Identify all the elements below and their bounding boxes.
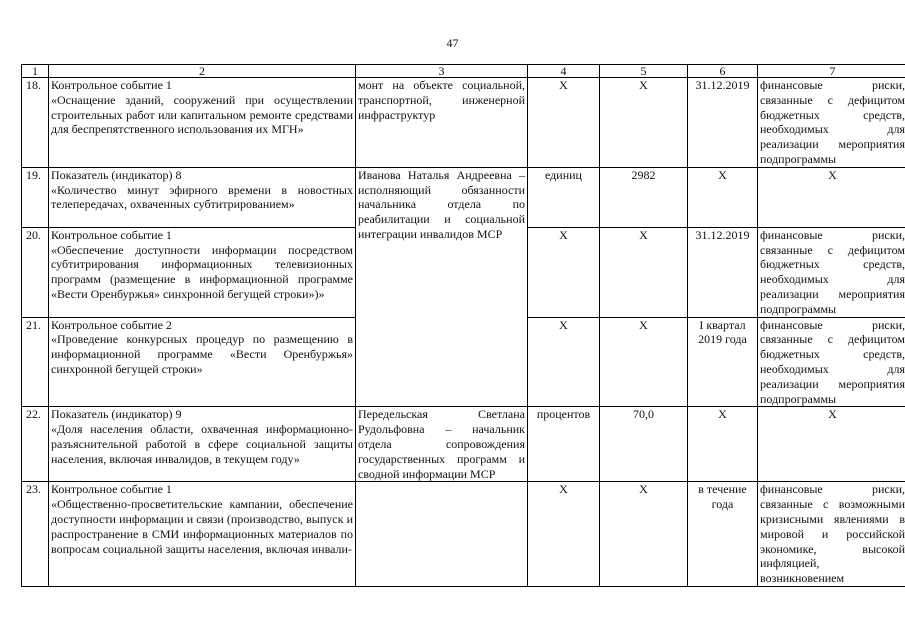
risks-cell: финансовые риски, связанные с дефицитом бюджетных средств, необходимых для реализации мероприятия подпрограммы — [758, 78, 905, 168]
value-cell: Х — [600, 78, 688, 168]
column-header: 6 — [688, 65, 758, 78]
value-cell: 2982 — [600, 167, 688, 227]
responsible-executor — [356, 482, 528, 587]
row-number: 22. — [22, 407, 49, 482]
column-header: 5 — [600, 65, 688, 78]
unit-cell: Х — [528, 317, 600, 407]
responsible-executor: Иванова Наталья Андреевна – исполняющий обязанности начальника отдела по реабилитации и социальной интеграции инвалидов МСР — [356, 167, 528, 407]
table-row — [22, 167, 905, 227]
responsible-executor: монт на объекте социальной, транспортной, инженерной инфраструктур — [356, 78, 528, 168]
deadline-cell: 31.12.2019 — [688, 78, 758, 168]
value-cell: Х — [600, 317, 688, 407]
table-row — [22, 407, 905, 482]
deadline-cell: в течение года — [688, 482, 758, 587]
deadline-cell: Х — [688, 407, 758, 482]
event-description: Контрольное событие 2 «Проведение конкурсных процедур по размещению в информационной программе «Вести Оренбуржья» синхронной бегущей строки» — [49, 317, 356, 407]
table-row — [22, 78, 905, 168]
unit-cell: Х — [528, 227, 600, 317]
table-row — [22, 482, 905, 587]
column-header: 2 — [49, 65, 356, 78]
row-number: 18. — [22, 78, 49, 168]
value-cell: Х — [600, 482, 688, 587]
responsible-executor: Передельская Светлана Рудольфовна – начальник отдела сопровождения государственных программ и сводной информации МСР — [356, 407, 528, 482]
risks-cell: финансовые риски, связанные с дефицитом бюджетных средств, необходимых для реализации мероприятия подпрограммы — [758, 227, 905, 317]
value-cell: 70,0 — [600, 407, 688, 482]
event-description: Контрольное событие 1 «Оснащение зданий, сооружений при осуществлении строительных работ или капитальном ремонте средствами для беспрепятственного использования их МГН» — [49, 78, 356, 168]
unit-cell: Х — [528, 482, 600, 587]
row-number: 21. — [22, 317, 49, 407]
risks-cell: финансовые риски, связанные с дефицитом бюджетных средств, необходимых для реализации мероприятия подпрограммы — [758, 317, 905, 407]
column-header: 3 — [356, 65, 528, 78]
page-number: 47 — [446, 36, 459, 50]
column-header: 4 — [528, 65, 600, 78]
deadline-cell: 31.12.2019 — [688, 227, 758, 317]
row-number: 19. — [22, 167, 49, 227]
risks-cell: Х — [758, 407, 905, 482]
deadline-cell: Х — [688, 167, 758, 227]
column-number-row — [22, 65, 905, 78]
event-description: Контрольное событие 1 «Общественно-просветительские кампании, обеспечение доступности информации и связи (производство, выпуск и распространение в СМИ информационных материалов по вопросам социальной защиты населения, включая инвали- — [49, 482, 356, 587]
event-description: Контрольное событие 1 «Обеспечение доступности информации посредством субтитрирования информационных телевизионных программ (размещение в информационной программе «Вести Оренбуржья» синхронной бегущей строки»)» — [49, 227, 356, 317]
unit-cell: Х — [528, 78, 600, 168]
indicator-description: Показатель (индикатор) 9 «Доля населения области, охваченная информационно-разъяснительной работой в сфере социальной защиты населения, включая инвалидов, в текущем году» — [49, 407, 356, 482]
column-header: 1 — [22, 65, 49, 78]
row-number: 23. — [22, 482, 49, 587]
risks-cell: Х — [758, 167, 905, 227]
indicator-description: Показатель (индикатор) 8 «Количество минут эфирного времени в новостных телепередачах, охваченных субтитрированием» — [49, 167, 356, 227]
column-header: 7 — [758, 65, 905, 78]
unit-cell: единиц — [528, 167, 600, 227]
control-events-table — [21, 64, 905, 587]
row-number: 20. — [22, 227, 49, 317]
risks-cell: финансовые риски, связанные с возможными кризисными явлениями в мировой и российской экономике, высокой инфляцией, возникновением — [758, 482, 905, 587]
unit-cell: процентов — [528, 407, 600, 482]
value-cell: Х — [600, 227, 688, 317]
deadline-cell: I квартал 2019 года — [688, 317, 758, 407]
